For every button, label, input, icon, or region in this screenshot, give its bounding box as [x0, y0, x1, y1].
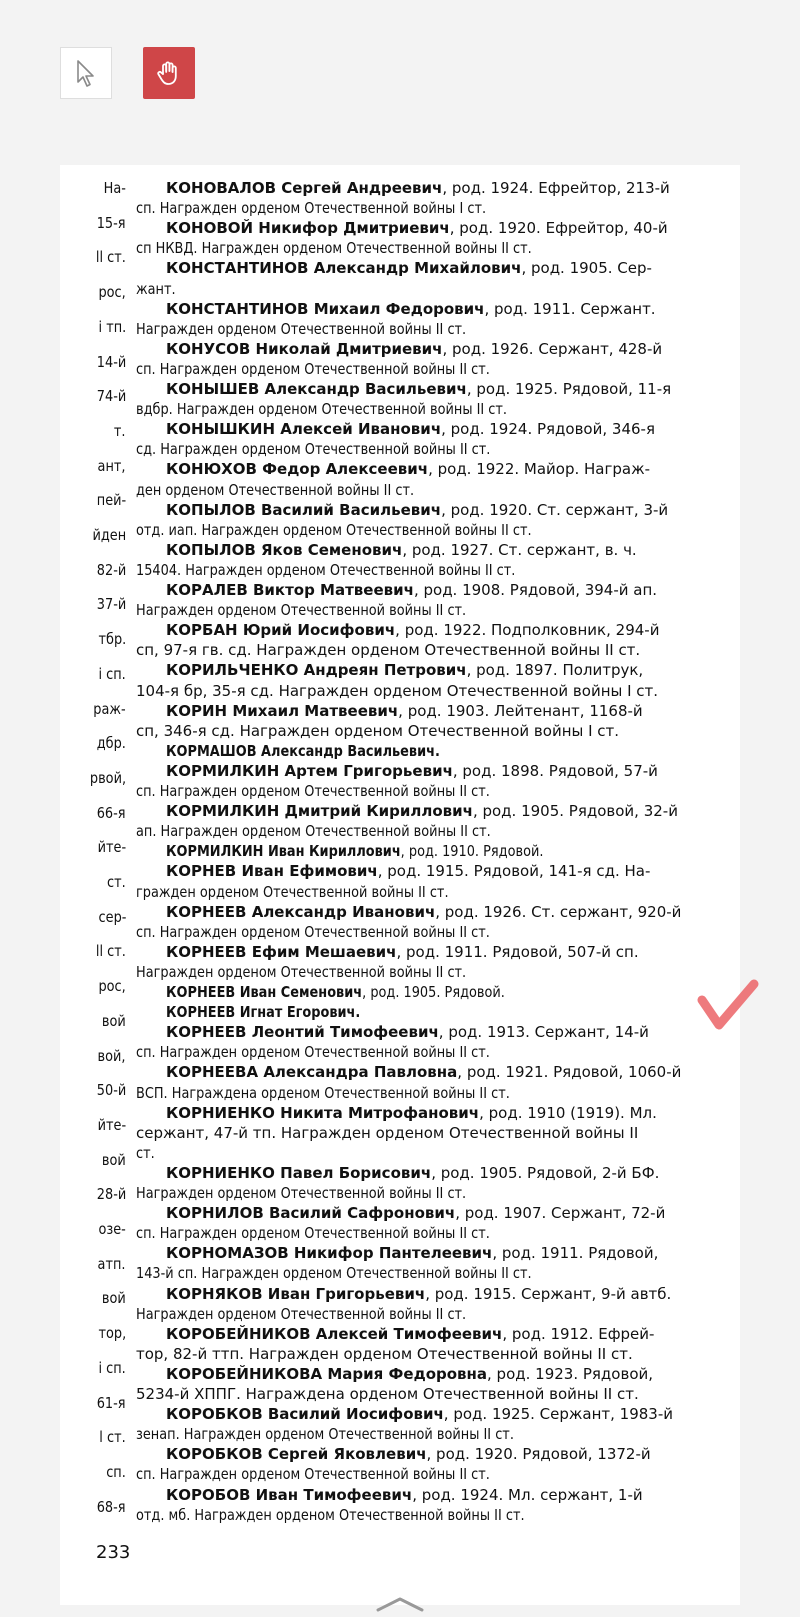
entry-line [136, 1506, 525, 1524]
entry-text: сп. Награжден орденом Отечественной войны II ст. [136, 1465, 490, 1484]
person-name: КОРНОМАЗОВ Никифор Пантелеевич [166, 1244, 493, 1263]
entry-heading-line [166, 762, 658, 780]
entry-text: сп, 346-я сд. Награжден орденом Отечественной войны I ст. [136, 721, 620, 740]
entry-text: зенап. Награжден орденом Отечественной войны II ст. [136, 1425, 514, 1444]
entry-text: , род. 1908. Рядовой, 394-й ап. [413, 581, 658, 599]
entry-text: сп. Награжден орденом Отечественной войны II ст. [136, 359, 490, 378]
entry-heading-line [166, 501, 668, 519]
entry-heading-line [166, 541, 637, 559]
entry-text: Награжден орденом Отечественной войны II ст. [136, 1184, 467, 1202]
person-name: КОРНЕЕВ Леонтий Тимофеевич [166, 1023, 439, 1042]
entry-text: сп, 97-я гв. сд. Награжден орденом Отечественной войны II ст. [136, 641, 641, 660]
entry-text: , род. 1922. Майор. Награж- [428, 460, 651, 479]
person-name: КОРОБЕЙНИКОВ Алексей Тимофеевич [166, 1324, 503, 1343]
hand-tool-button[interactable] [143, 47, 195, 99]
column-fragment: ант, [98, 456, 126, 475]
person-name: КОРБАН Юрий Иосифович [166, 621, 396, 640]
column-fragment: 14-й [96, 352, 126, 371]
entry-heading-line [166, 661, 643, 679]
entry-text: , род. 1926. Сержант, 428-й [442, 339, 663, 358]
entry-heading-line [166, 702, 643, 720]
entry-text: ап. Награжден орденом Отечественной войны II ст. [136, 822, 491, 841]
person-name: КОНОВАЛОВ Сергей Андреевич [166, 179, 443, 197]
entry-text: ВСП. Награждена орденом Отечественной войны II ст. [136, 1083, 510, 1102]
entry-heading-line [166, 1325, 654, 1343]
entry-heading-line [166, 460, 650, 478]
person-name: КОРИН Михаил Матвеевич [166, 701, 399, 720]
entry-heading-line [166, 1365, 653, 1383]
entry-text: сп. Награжден орденом Отечественной войны I ст. [136, 199, 487, 218]
hand-icon [154, 58, 184, 88]
entry-line [136, 822, 491, 840]
entry-line [136, 280, 176, 298]
person-name: КОПЫЛОВ Василий Васильевич [166, 500, 442, 519]
entry-text: сп НКВД. Награжден орденом Отечественной войны II ст. [136, 239, 532, 258]
entry-text: сержант, 47-й тп. Награжден орденом Отечественной войны II [136, 1123, 639, 1142]
entry-text: , род. 1905. Сер- [521, 259, 652, 278]
entry-text: , род. 1913. Сержант, 14-й [438, 1023, 649, 1042]
entry-heading-line [166, 1204, 665, 1222]
entry-line [136, 481, 414, 499]
column-fragment: 61-я [97, 1393, 126, 1412]
entry-text: , род. 1911. Рядовой, [492, 1244, 659, 1263]
entry-text: , род. 1926. Ст. сержант, 920-й [435, 902, 682, 921]
column-fragment: т. [114, 421, 126, 440]
entry-text: жант. [136, 279, 176, 298]
entry-text: отд. мб. Награжден орденом Отечественной войны II ст. [136, 1505, 525, 1524]
entry-text: , род. 1898. Рядовой, 57-й [452, 761, 658, 780]
column-fragment: йте- [97, 1115, 126, 1134]
person-name: КОНОВОЙ Никифор Дмитриевич [166, 219, 450, 238]
entry-line [136, 1084, 510, 1102]
entry-text: сп. Награжден орденом Отечественной войны II ст. [136, 922, 490, 941]
entry-text: , род. 1903. Лейтенант, 1168-й [398, 701, 643, 720]
entry-line [136, 400, 507, 418]
entry-text: , род. 1905. Рядовой, 2-й БФ. [431, 1163, 660, 1182]
entry-heading-line [166, 1445, 651, 1463]
entry-heading-line [166, 802, 678, 820]
entry-line [136, 1043, 490, 1061]
entry-line [136, 521, 532, 539]
entry-text: , род. 1924. Рядовой, 346-я [441, 420, 655, 439]
person-name: КОНУСОВ Николай Дмитриевич [166, 339, 443, 358]
column-fragment: 66-я [97, 803, 126, 822]
column-fragment: дбр. [96, 734, 126, 753]
entry-heading-line [166, 842, 543, 860]
person-name: КОНЮХОВ Федор Алексеевич [166, 460, 429, 479]
column-fragment: атп. [98, 1254, 126, 1273]
entry-text: , род. 1910 (1919). Мл. [479, 1103, 657, 1122]
column-fragment: пей- [96, 491, 126, 510]
person-name: КОНЫШЕВ Александр Васильевич [166, 380, 467, 398]
entry-text: 15404. Награжден орденом Отечественной войны II ст. [136, 560, 516, 579]
entry-line [136, 1425, 514, 1443]
entry-heading-line [166, 340, 662, 358]
entry-text: , род. 1911. Сержант. [484, 299, 656, 318]
entry-heading-line [166, 903, 681, 921]
entry-line [136, 320, 466, 338]
column-fragment: 82-й [96, 560, 126, 579]
entry-text: сп. Награжден орденом Отечественной войны II ст. [136, 1224, 490, 1243]
column-fragment: 74-й [96, 387, 126, 406]
entry-heading-line [166, 862, 650, 880]
entry-heading-line [166, 1063, 681, 1081]
person-name: КОРМИЛКИН Дмитрий Кириллович [166, 802, 473, 821]
column-fragment: рос, [98, 977, 126, 996]
column-fragment: йте- [97, 838, 126, 857]
entry-text: , род. 1920. Рядовой, 1372-й [426, 1445, 651, 1464]
entry-heading-line [166, 1244, 658, 1262]
entry-text: , род. 1912. Ефрей- [502, 1324, 655, 1343]
column-fragment: 28-й [96, 1185, 126, 1204]
entry-text: 143-й сп. Награжден орденом Отечественной войны II ст. [136, 1264, 532, 1283]
column-fragment: 15-я [97, 213, 126, 232]
entry-text: , род. 1905. Рядовой, 32-й [472, 802, 678, 821]
column-fragment: вой [102, 1011, 126, 1030]
column-fragment: тбр. [98, 630, 126, 649]
entry-text: , род. 1924. Мл. сержант, 1-й [412, 1485, 643, 1504]
entry-heading-line [166, 621, 659, 639]
column-fragment: 37-й [96, 595, 126, 614]
entry-line [136, 1305, 466, 1323]
entry-line [136, 883, 449, 901]
entry-line [136, 1385, 639, 1403]
person-name: КОРНЯКОВ Иван Григорьевич [166, 1284, 426, 1303]
person-name: КОРНЕЕВ Иван Семенович [166, 983, 363, 1001]
column-fragment: На- [103, 179, 126, 197]
column-fragment: рвой, [89, 768, 126, 787]
entry-heading-line [166, 1023, 649, 1041]
entry-line [136, 722, 619, 740]
entry-heading-line [166, 300, 656, 318]
entry-text: , род. 1907. Сержант, 72-й [455, 1204, 666, 1223]
entry-text: Награжден орденом Отечественной войны II ст. [136, 601, 467, 620]
entry-heading-line [166, 219, 668, 237]
entry-line [136, 1144, 155, 1162]
column-fragment: 68-я [97, 1497, 126, 1516]
entry-line [136, 1345, 633, 1363]
person-name: КОРОБКОВ Сергей Яковлевич [166, 1445, 427, 1464]
entry-line [136, 360, 490, 378]
entry-text: Награжден орденом Отечественной войны II ст. [136, 319, 467, 338]
entry-line [136, 1264, 532, 1282]
entry-line [136, 1465, 490, 1483]
person-name: КОРОБЕЙНИКОВА Мария Федоровна [166, 1364, 488, 1383]
column-fragment: і сп. [98, 664, 126, 683]
column-fragment: озе- [98, 1220, 126, 1238]
chevron-up-icon[interactable] [374, 1595, 426, 1615]
entry-line [136, 1124, 638, 1142]
person-name: КОРМИЛКИН Иван Кириллович [166, 842, 401, 861]
entry-text: , род. 1910. Рядовой. [400, 842, 544, 861]
entry-line [136, 923, 490, 941]
entry-line [136, 561, 515, 579]
entry-heading-line [166, 1405, 673, 1423]
entry-heading-line [166, 983, 505, 1001]
entry-line [136, 963, 466, 981]
entry-heading-line [166, 1003, 360, 1021]
entry-text: , род. 1925. Рядовой, 11-я [466, 380, 672, 398]
entry-text: , род. 1927. Ст. сержант, в. ч. [402, 540, 637, 559]
entry-text: 104-я бр, 35-я сд. Награжден орденом Отечественной войны I ст. [136, 681, 659, 700]
column-fragment: вой, [98, 1046, 126, 1065]
entry-text: , род. 1923. Рядовой, [487, 1364, 654, 1383]
entry-line [136, 1184, 466, 1202]
entry-text: , род. 1915. Рядовой, 141-я сд. На- [377, 862, 651, 881]
entry-text: сд. Награжден орденом Отечественной войны II ст. [136, 440, 491, 459]
column-fragment: рос, [98, 283, 126, 302]
column-fragment: ст. [107, 873, 126, 891]
entry-text: тор, 82-й ттп. Награжден орденом Отечественной войны II ст. [136, 1344, 633, 1363]
column-fragment: l ст. [99, 1428, 126, 1447]
entry-text: вдбр. Награжден орденом Отечественной войны II ст. [136, 400, 508, 419]
column-fragment: 50-й [96, 1081, 126, 1100]
column-fragment: тор, [98, 1324, 126, 1343]
entry-heading-line [166, 1164, 659, 1182]
entry-heading-line [166, 259, 652, 277]
entry-text: , род. 1911. Рядовой, 507-й сп. [396, 942, 639, 961]
person-name: КОРИЛЬЧЕНКО Андреян Петрович [166, 661, 467, 680]
entry-text: , род. 1920. Ефрейтор, 40-й [449, 219, 668, 238]
entry-text: , род. 1897. Политрук, [466, 661, 644, 680]
page-number: 233 [96, 1542, 131, 1563]
entry-heading-line [166, 1104, 657, 1122]
entry-text: сп. Награжден орденом Отечественной войны II ст. [136, 782, 490, 800]
person-name: КОРНЕВ Иван Ефимович [166, 862, 378, 881]
entry-text: , род. 1924. Ефрейтор, 213-й [442, 179, 670, 197]
person-name: КОНЫШКИН Алексей Иванович [166, 420, 442, 439]
person-name: КОРНЕЕВ Игнат Егорович. [166, 1003, 361, 1022]
column-fragment: ll ст. [96, 942, 126, 961]
entry-text: Награжден орденом Отечественной войны II ст. [136, 1304, 467, 1323]
column-fragment: і тп. [98, 317, 126, 336]
cursor-arrow-icon [73, 58, 99, 88]
column-fragment: вой [102, 1150, 126, 1169]
entry-line [136, 641, 640, 659]
person-name: КОНСТАНТИНОВ Михаил Федорович [166, 299, 485, 318]
entry-text: , род. 1922. Подполковник, 294-й [395, 621, 660, 640]
person-name: КОНСТАНТИНОВ Александр Михайлович [166, 259, 522, 278]
entry-heading-line [166, 179, 670, 197]
person-name: КОРМИЛКИН Артем Григорьевич [166, 761, 453, 780]
entry-text: ст. [136, 1143, 155, 1162]
entry-text: , род. 1925. Сержант, 1983-й [443, 1405, 673, 1424]
select-tool-button[interactable] [60, 47, 112, 99]
column-fragment: сер- [98, 907, 126, 926]
previous-column-fragments [60, 165, 131, 1605]
entry-heading-line [166, 1285, 671, 1303]
entry-line [136, 440, 490, 458]
entry-line [136, 682, 658, 700]
entry-heading-line [166, 943, 639, 961]
entry-line [136, 239, 532, 257]
entry-text: ден орденом Отечественной войны II ст. [136, 480, 415, 499]
person-name: КОРОБКОВ Василий Иосифович [166, 1405, 444, 1424]
person-name: КОРАЛЕВ Виктор Матвеевич [166, 581, 414, 599]
person-name: КОРНЕЕВ Александр Иванович [166, 902, 436, 921]
column-fragment: сп. [106, 1462, 126, 1481]
entry-text: сп. Награжден орденом Отечественной войны II ст. [136, 1043, 490, 1062]
document-page[interactable] [60, 165, 740, 1605]
entry-heading-line [166, 742, 440, 760]
entry-line [136, 199, 486, 217]
entry-text: , род. 1920. Ст. сержант, 3-й [441, 500, 669, 519]
column-fragment: і сп. [98, 1358, 126, 1377]
entry-heading-line [166, 1486, 643, 1504]
entry-line [136, 601, 466, 619]
entry-heading-line [166, 380, 671, 398]
entry-text: Награжден орденом Отечественной войны II ст. [136, 962, 467, 981]
column-fragment: ll ст. [96, 248, 126, 267]
entry-line [136, 1224, 490, 1242]
entry-text: 5234-й ХППГ. Награждена орденом Отечественной войны II ст. [136, 1385, 639, 1403]
entry-heading-line [166, 581, 657, 599]
column-fragment: вой [102, 1289, 126, 1308]
person-name: КОРОБОВ Иван Тимофеевич [166, 1485, 413, 1504]
person-name: КОРНИЕНКО Павел Борисович [166, 1163, 432, 1182]
entry-text: гражден орденом Отечественной войны II ст. [136, 882, 449, 901]
person-name: КОПЫЛОВ Яков Семенович [166, 540, 403, 559]
person-name: КОРНЕЕВА Александра Павловна [166, 1063, 458, 1082]
entry-line [136, 782, 490, 800]
person-name: КОРМАШОВ Александр Васильевич. [166, 741, 440, 760]
entry-heading-line [166, 420, 655, 438]
entry-text: , род. 1921. Рядовой, 1060-й [457, 1063, 682, 1082]
person-name: КОРНЕЕВ Ефим Мешаевич [166, 942, 397, 961]
checkmark-icon [697, 978, 759, 1040]
person-name: КОРНИЛОВ Василий Сафронович [166, 1204, 456, 1223]
entry-text: , род. 1905. Рядовой. [362, 983, 505, 1001]
column-fragment: йден [92, 526, 126, 544]
entry-text: отд. иап. Награжден орденом Отечественной войны II ст. [136, 520, 532, 539]
entry-text: , род. 1915. Сержант, 9-й автб. [425, 1284, 672, 1303]
person-name: КОРНИЕНКО Никита Митрофанович [166, 1103, 480, 1122]
column-fragment: раж- [93, 699, 126, 718]
